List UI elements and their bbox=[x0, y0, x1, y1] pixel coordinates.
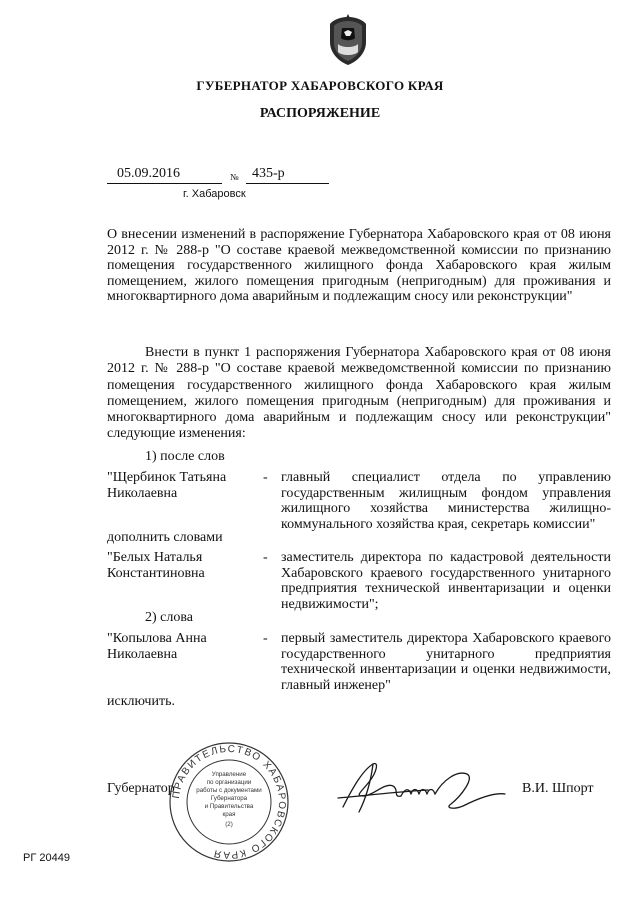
entry-1-name: "Щербинок Татьяна Николаевна bbox=[107, 470, 227, 501]
entry-3-description: первый заместитель директора Хабаровского краевого государственного унитарного предприятия технической инвентаризации и оценки недвижимости, главный инженер" bbox=[281, 631, 611, 693]
entry-3-dash: - bbox=[263, 631, 268, 646]
entry-3-name: "Копылова Анна Николаевна bbox=[107, 631, 207, 662]
entry-1-dash: - bbox=[263, 470, 268, 485]
registration-number: РГ 20449 bbox=[23, 852, 70, 864]
official-stamp-icon bbox=[167, 740, 291, 864]
coat-of-arms-icon bbox=[328, 14, 368, 66]
stamp-line: работы с документами bbox=[196, 787, 262, 794]
signatory-name: В.И. Шпорт bbox=[522, 781, 594, 796]
supplement-phrase: дополнить словами bbox=[107, 530, 223, 545]
entry-2-dash: - bbox=[263, 550, 268, 565]
place-of-issue: г. Хабаровск bbox=[183, 188, 246, 200]
item-1-label: 1) после слов bbox=[145, 449, 225, 464]
exclude-phrase: исключить. bbox=[107, 694, 175, 709]
issuing-authority: ГУБЕРНАТОР ХАБАРОВСКОГО КРАЯ bbox=[196, 78, 444, 93]
document-subject: О внесении изменений в распоряжение Губернатора Хабаровского края от 08 июня 2012 г. № 288-р "О составе краевой межведомственной комиссии по признанию помещения государственного жилищного фонда Хабаровского края жилым помещением, жилого помещения пригодным (непригодным) для проживания и многоквартирного дома аварийным и подлежащим сносу или реконструкции" bbox=[107, 227, 611, 304]
stamp-ring-text: ПРАВИТЕЛЬСТВО ХАБАРОВСКОГО КРАЯ bbox=[170, 743, 288, 861]
stamp-line: Губернатора bbox=[210, 795, 248, 802]
stamp-line: по организации bbox=[206, 779, 252, 786]
entry-2-description: заместитель директора по кадастровой деятельности Хабаровского краевого государственного унитарного предприятия технической инвентаризации и оценки недвижимости"; bbox=[281, 550, 611, 612]
stamp-line: и Правительства bbox=[204, 803, 254, 810]
stamp-line: Управление bbox=[211, 771, 247, 778]
body-intro: Внести в пункт 1 распоряжения Губернатора Хабаровского края от 08 июня 2012 г. № 288-р "О составе краевой межведомственной комиссии по признанию помещения государственного жилищного фонда Хабаровского края жилым помещением, жилого помещения пригодным (непригодным) для проживания и многоквартирного дома аварийным и подлежащим сносу или реконструкции" следующие изменения: bbox=[107, 345, 611, 442]
date-underline bbox=[107, 183, 222, 184]
entry-1-description: главный специалист отдела по управлению государственным жилищным фондом управления жилищного хозяйства министерства жилищно-коммунального хозяйства края, секретарь комиссии" bbox=[281, 470, 611, 532]
number-underline bbox=[246, 183, 329, 184]
signatory-title: Губернатор bbox=[107, 781, 175, 796]
handwritten-signature-icon bbox=[333, 752, 511, 822]
item-2-label: 2) слова bbox=[145, 610, 194, 625]
stamp-line: (2) bbox=[225, 821, 233, 828]
stamp-line: края bbox=[222, 811, 236, 818]
document-number: 435-р bbox=[252, 166, 285, 181]
document-date: 05.09.2016 bbox=[117, 166, 180, 181]
number-sign: № bbox=[230, 172, 239, 182]
entry-2-name: "Белых Наталья Константиновна bbox=[107, 550, 205, 581]
document-type: РАСПОРЯЖЕНИЕ bbox=[259, 106, 381, 121]
